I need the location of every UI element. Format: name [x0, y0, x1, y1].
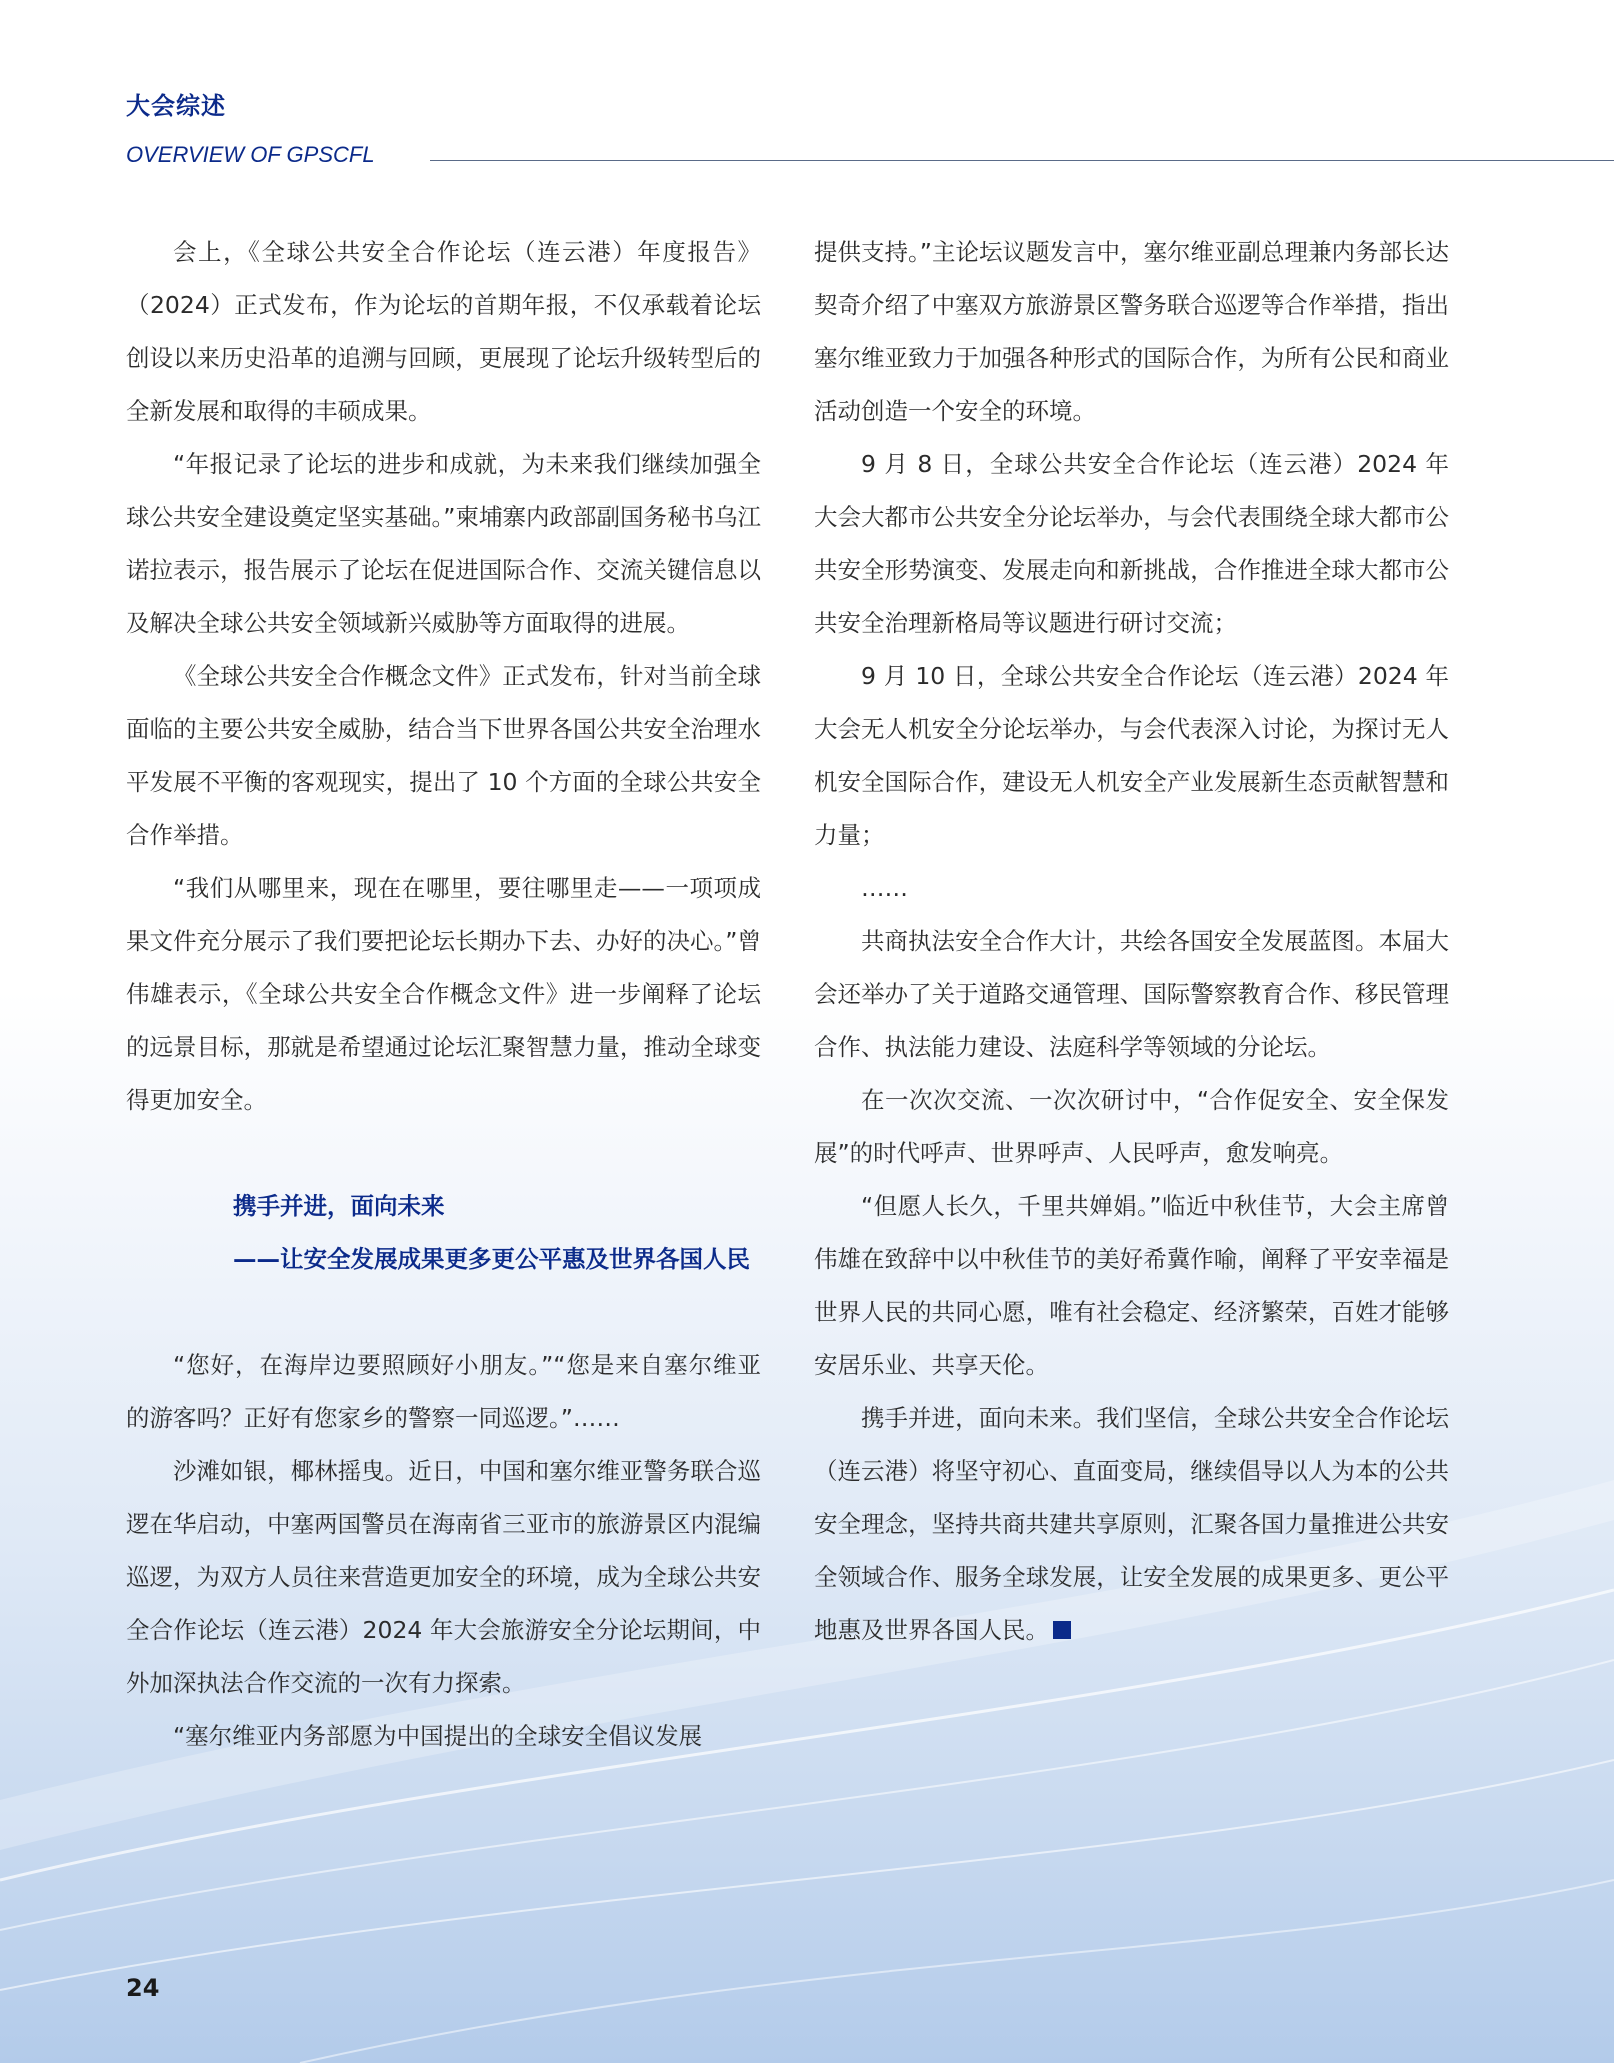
paragraph: “年报记录了论坛的进步和成就，为未来我们继续加强全球公共安全建设奠定坚实基础。”柬埔寨内政部副国务秘书乌江诺拉表示，报告展示了论坛在促进国际合作、交流关键信息以及解决全球公共安全领域新兴威胁等方面取得的进展。 — [126, 450, 761, 637]
end-mark-icon — [1053, 1621, 1071, 1639]
paragraph: 《全球公共安全合作概念文件》正式发布，针对当前全球面临的主要公共安全威胁，结合当下世界各国公共安全治理水平发展不平衡的客观现实，提出了 10 个方面的全球公共安全合作举措。 — [126, 662, 761, 849]
paragraph: 共商执法安全合作大计，共绘各国安全发展蓝图。本届大会还举办了关于道路交通管理、国际警察教育合作、移民管理合作、执法能力建设、法庭科学等领域的分论坛。 — [814, 927, 1449, 1061]
section-subtitle: OVERVIEW OF GPSCFL — [126, 142, 375, 167]
paragraph: 9 月 8 日，全球公共安全合作论坛（连云港）2024 年大会大都市公共安全分论坛举办，与会代表围绕全球大都市公共安全形势演变、发展走向和新挑战，合作推进全球大都市公共安全治理新格局等议题进行研讨交流； — [814, 450, 1449, 637]
paragraph: “您好，在海岸边要照顾好小朋友。”“您是来自塞尔维亚的游客吗？正好有您家乡的警察一同巡逻。”…… — [126, 1351, 761, 1432]
header-rule — [430, 160, 1614, 161]
right-column — [814, 226, 1449, 1657]
subheading-secondary: ——让安全发展成果更多更公平惠及世界各国人民 — [233, 1245, 750, 1273]
paragraph: “我们从哪里来，现在在哪里，要往哪里走——一项项成果文件充分展示了我们要把论坛长期办下去、办好的决心。”曾伟雄表示，《全球公共安全合作概念文件》进一步阐释了论坛的远景目标，那就是希望通过论坛汇聚智慧力量，推动全球变得更加安全。 — [126, 874, 761, 1114]
spacer — [126, 1286, 761, 1339]
wave-line-4 — [300, 1880, 1614, 2063]
left-column — [126, 226, 761, 1763]
wave-line-3 — [0, 1760, 1614, 1990]
paragraph: 9 月 10 日，全球公共安全合作论坛（连云港）2024 年大会无人机安全分论坛举办，与会代表深入讨论，为探讨无人机安全国际合作，建设无人机安全产业发展新生态贡献智慧和力量； — [814, 662, 1449, 849]
paragraph: 提供支持。”主论坛议题发言中，塞尔维亚副总理兼内务部长达契奇介绍了中塞双方旅游景区警务联合巡逻等合作举措，指出塞尔维亚致力于加强各种形式的国际合作，为所有公民和商业活动创造一个安全的环境。 — [814, 238, 1449, 425]
paragraph-ellipsis: …… — [861, 874, 908, 902]
paragraph: 会上，《全球公共安全合作论坛（连云港）年度报告》（2024）正式发布，作为论坛的首期年报，不仅承载着论坛创设以来历史沿革的追溯与回顾，更展现了论坛升级转型后的全新发展和取得的丰硕成果。 — [126, 238, 761, 425]
paragraph: “塞尔维亚内务部愿为中国提出的全球安全倡议发展 — [173, 1722, 703, 1750]
paragraph: 沙滩如银，椰林摇曳。近日，中国和塞尔维亚警务联合巡逻在华启动，中塞两国警员在海南省三亚市的旅游景区内混编巡逻，为双方人员往来营造更加安全的环境，成为全球公共安全合作论坛（连云港）2024 年大会旅游安全分论坛期间，中外加深执法合作交流的一次有力探索。 — [126, 1457, 761, 1697]
paragraph: “但愿人长久，千里共婵娟。”临近中秋佳节，大会主席曾伟雄在致辞中以中秋佳节的美好希冀作喻，阐释了平安幸福是世界人民的共同心愿，唯有社会稳定、经济繁荣，百姓才能够安居乐业、共享天伦。 — [814, 1192, 1449, 1379]
page-number: 24 — [126, 1974, 160, 2002]
paragraph: 在一次次交流、一次次研讨中，“合作促安全、安全保发展”的时代呼声、世界呼声、人民呼声，愈发响亮。 — [814, 1086, 1449, 1167]
subheading-main: 携手并进，面向未来 — [233, 1192, 445, 1220]
paragraph-final-text: 携手并进，面向未来。我们坚信，全球公共安全合作论坛（连云港）将坚守初心、直面变局，继续倡导以人为本的公共安全理念，坚持共商共建共享原则，汇聚各国力量推进公共安全领域合作、服务全球发展，让安全发展的成果更多、更公平地惠及世界各国人民。 — [814, 1404, 1449, 1644]
section-title: 大会综述 — [126, 92, 226, 120]
paragraph-final — [814, 1392, 1449, 1657]
